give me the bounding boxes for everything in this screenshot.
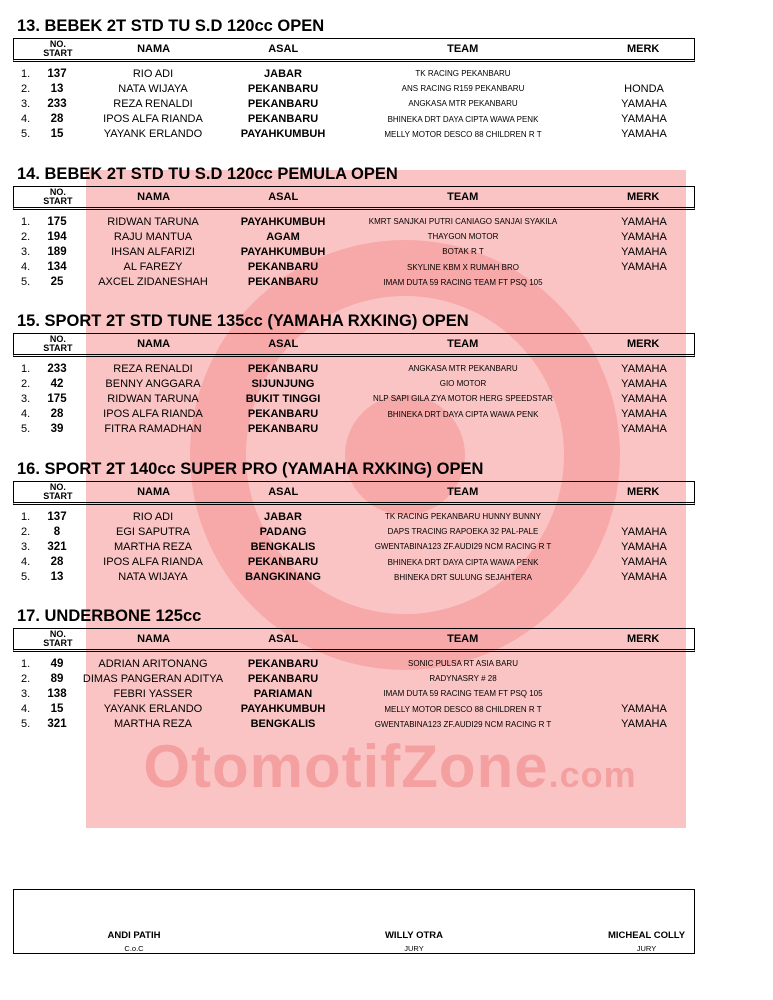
position: 1. (21, 657, 31, 670)
position: 4. (21, 408, 31, 421)
position: 5. (21, 718, 31, 731)
rider-name: DIMAS PANGERAN ADITYA (82, 672, 224, 685)
start-number: 42 (50, 377, 64, 390)
team-name: BHINEKA DRT SULUNG SEJAHTERA (394, 572, 532, 582)
result-rows (13, 66, 695, 142)
header-asal: ASAL (268, 43, 299, 55)
rider-origin: SIJUNJUNG (251, 377, 315, 390)
table-row (13, 275, 695, 290)
result-rows (13, 509, 695, 585)
header-nama: NAMA (137, 633, 171, 645)
start-number: 175 (47, 392, 67, 405)
result-rows (13, 361, 695, 437)
rider-origin: BENGKALIS (250, 540, 316, 553)
rider-origin: JABAR (264, 510, 302, 523)
start-number: 13 (50, 571, 64, 584)
rider-name: ADRIAN ARITONANG (98, 657, 208, 670)
rider-name: FITRA RAMADHAN (104, 423, 202, 436)
race-section (13, 162, 695, 290)
signature-jury-1 (364, 930, 464, 953)
table-header (13, 38, 695, 62)
start-number: 15 (50, 703, 64, 716)
start-number: 8 (53, 525, 61, 538)
rider-name: AXCEL ZIDANESHAH (98, 276, 208, 289)
start-number: 39 (50, 423, 64, 436)
table-row (13, 539, 695, 554)
header-merk: MERK (626, 633, 660, 645)
rider-name: MARTHA REZA (113, 718, 193, 731)
team-name: MELLY MOTOR DESCO 88 CHILDREN R T (384, 704, 542, 714)
rider-name: RIDWAN TARUNA (107, 215, 199, 228)
start-number: 49 (50, 657, 64, 670)
section-title: 15. SPORT 2T STD TUNE 135cc (YAMAHA RXKING) OPEN (17, 312, 469, 330)
table-row (13, 686, 695, 701)
table-row (13, 391, 695, 406)
section-title: 16. SPORT 2T 140cc SUPER PRO (YAMAHA RXKING) OPEN (17, 460, 484, 478)
rider-origin: AGAM (266, 230, 300, 243)
watermark-text: OtomotifZone.com (143, 733, 637, 800)
rider-name: NATA WIJAYA (118, 571, 188, 584)
section-title: 14. BEBEK 2T STD TU S.D 120cc PEMULA OPEN (17, 165, 398, 183)
table-row (13, 260, 695, 275)
brand: YAMAHA (621, 261, 667, 274)
header-merk: MERK (626, 191, 660, 203)
brand: YAMAHA (621, 97, 667, 110)
position: 1. (21, 215, 31, 228)
start-number: 89 (50, 672, 64, 685)
header-team: TEAM (447, 633, 479, 645)
rider-name: IPOS ALFA RIANDA (103, 113, 203, 126)
team-name: ANGKASA MTR PEKANBARU (408, 99, 518, 109)
brand: YAMAHA (621, 571, 667, 584)
header-team: TEAM (447, 338, 479, 350)
header-team: TEAM (447, 43, 479, 55)
rider-origin: PEKANBARU (247, 82, 319, 95)
team-name: IMAM DUTA 59 RACING TEAM FT PSQ 105 (383, 689, 543, 699)
header-asal: ASAL (268, 191, 299, 203)
position: 2. (21, 377, 31, 390)
header-no-start: NO. START (43, 187, 73, 206)
brand: YAMAHA (621, 540, 667, 553)
header-asal: ASAL (268, 633, 299, 645)
rider-name: RIDWAN TARUNA (107, 392, 199, 405)
rider-origin: BUKIT TINGGI (245, 392, 321, 405)
result-rows (13, 214, 695, 290)
brand: YAMAHA (621, 230, 667, 243)
header-merk: MERK (626, 338, 660, 350)
rider-origin: PEKANBARU (247, 261, 319, 274)
table-row (13, 555, 695, 570)
start-number: 13 (50, 82, 64, 95)
rider-origin: PEKANBARU (247, 362, 319, 375)
rider-origin: PEKANBARU (247, 276, 319, 289)
brand: YAMAHA (621, 556, 667, 569)
team-name: ANGKASA MTR PEKANBARU (408, 364, 518, 374)
position: 3. (21, 245, 31, 258)
header-no-start: NO. START (43, 334, 73, 353)
position: 3. (21, 687, 31, 700)
position: 3. (21, 97, 31, 110)
team-name: IMAM DUTA 59 RACING TEAM FT PSQ 105 (383, 277, 543, 287)
rider-origin: PADANG (259, 525, 307, 538)
table-header (13, 481, 695, 505)
table-row (13, 376, 695, 391)
team-name: TK RACING PEKANBARU (415, 69, 511, 79)
header-asal: ASAL (268, 338, 299, 350)
team-name: NLP SAPI GILA ZYA MOTOR HERG SPEEDSTAR (373, 394, 553, 404)
table-row (13, 656, 695, 671)
start-number: 189 (47, 245, 67, 258)
signature-coc (84, 930, 184, 953)
header-no-start: NO. START (43, 482, 73, 501)
race-section (13, 309, 695, 437)
team-name: GWENTABINA123 ZF.AUDI29 NCM RACING R T (374, 542, 552, 552)
rider-origin: PAYAHKUMBUH (240, 703, 326, 716)
header-no-start: NO. START (43, 629, 73, 648)
table-row (13, 509, 695, 524)
table-row (13, 361, 695, 376)
header-asal: ASAL (268, 486, 299, 498)
race-section (13, 604, 695, 732)
table-row (13, 127, 695, 142)
brand: YAMAHA (621, 525, 667, 538)
brand: YAMAHA (621, 408, 667, 421)
rider-origin: BENGKALIS (250, 718, 316, 731)
brand: YAMAHA (621, 245, 667, 258)
table-row (13, 96, 695, 111)
brand: YAMAHA (621, 113, 667, 126)
signature-box (13, 889, 695, 954)
rider-name: AL FAREZY (123, 261, 183, 274)
rider-origin: PEKANBARU (247, 672, 319, 685)
position: 5. (21, 571, 31, 584)
rider-name: IPOS ALFA RIANDA (103, 408, 203, 421)
rider-name: RAJU MANTUA (113, 230, 193, 243)
rider-name: FEBRI YASSER (113, 687, 193, 700)
start-number: 194 (47, 230, 67, 243)
signatory-role: JURY (404, 944, 424, 953)
position: 2. (21, 672, 31, 685)
rider-origin: PEKANBARU (247, 408, 319, 421)
header-team: TEAM (447, 191, 479, 203)
rider-origin: PAYAHKUMBUH (240, 128, 326, 141)
start-number: 134 (47, 261, 67, 274)
header-team: TEAM (447, 486, 479, 498)
position: 2. (21, 525, 31, 538)
brand: YAMAHA (621, 392, 667, 405)
rider-name: NATA WIJAYA (118, 82, 188, 95)
team-name: MELLY MOTOR DESCO 88 CHILDREN R T (384, 129, 542, 139)
header-nama: NAMA (137, 43, 171, 55)
team-name: ANS RACING R159 PEKANBARU (401, 84, 525, 94)
rider-origin: JABAR (264, 67, 302, 80)
race-section (13, 457, 695, 585)
brand: YAMAHA (621, 215, 667, 228)
rider-origin: PAYAHKUMBUH (240, 245, 326, 258)
signatory-role: C.o.C (124, 944, 144, 953)
table-row (13, 407, 695, 422)
team-name: DAPS TRACING RAPOEKA 32 PAL-PALE (387, 527, 539, 537)
signatory-role: JURY (636, 944, 657, 953)
start-number: 28 (50, 556, 64, 569)
table-header (13, 628, 695, 652)
rider-origin: PEKANBARU (247, 423, 319, 436)
start-number: 175 (47, 215, 67, 228)
rider-name: EGI SAPUTRA (116, 525, 190, 538)
table-row (13, 524, 695, 539)
position: 4. (21, 703, 31, 716)
position: 1. (21, 67, 31, 80)
start-number: 138 (47, 687, 67, 700)
race-section (13, 14, 695, 142)
team-name: THAYGON MOTOR (427, 232, 499, 242)
brand: YAMAHA (621, 128, 667, 141)
table-row (13, 244, 695, 259)
brand: YAMAHA (621, 362, 667, 375)
section-title: 17. UNDERBONE 125cc (17, 607, 202, 625)
signatory-name: MICHEAL COLLY (607, 930, 686, 941)
team-name: GWENTABINA123 ZF.AUDI29 NCM RACING R T (374, 719, 552, 729)
brand: HONDA (624, 82, 664, 95)
team-name: GIO MOTOR (439, 379, 487, 389)
team-name: BHINEKA DRT DAYA CIPTA WAWA PENK (387, 114, 539, 124)
rider-name: YAYANK ERLANDO (103, 703, 203, 716)
position: 4. (21, 261, 31, 274)
rider-origin: PARIAMAN (253, 687, 313, 700)
position: 2. (21, 230, 31, 243)
table-row (13, 229, 695, 244)
header-nama: NAMA (137, 191, 171, 203)
start-number: 321 (47, 718, 67, 731)
start-number: 233 (47, 362, 67, 375)
position: 5. (21, 276, 31, 289)
position: 4. (21, 556, 31, 569)
team-name: RADYNASRY # 28 (429, 674, 497, 684)
start-number: 137 (47, 67, 67, 80)
table-row (13, 422, 695, 437)
start-number: 28 (50, 408, 64, 421)
table-header (13, 186, 695, 210)
table-row (13, 702, 695, 717)
start-number: 15 (50, 128, 64, 141)
rider-name: BENNY ANGGARA (105, 377, 201, 390)
team-name: KMRT SANJKAI PUTRI CANIAGO SANJAI SYAKILA (368, 217, 558, 227)
rider-origin: PEKANBARU (247, 97, 319, 110)
start-number: 25 (50, 276, 64, 289)
rider-origin: PAYAHKUMBUH (240, 215, 326, 228)
header-nama: NAMA (137, 486, 171, 498)
rider-origin: PEKANBARU (247, 556, 319, 569)
team-name: BOTAK R T (442, 247, 484, 257)
start-number: 28 (50, 113, 64, 126)
table-row (13, 112, 695, 127)
team-name: SONIC PULSA RT ASIA BARU (408, 659, 518, 669)
rider-name: YAYANK ERLANDO (103, 128, 203, 141)
table-row (13, 81, 695, 96)
position: 2. (21, 82, 31, 95)
position: 1. (21, 510, 31, 523)
start-number: 233 (47, 97, 67, 110)
table-row (13, 671, 695, 686)
table-row (13, 717, 695, 732)
rider-name: REZA RENALDI (113, 362, 193, 375)
brand: YAMAHA (621, 423, 667, 436)
header-merk: MERK (626, 43, 660, 55)
rider-name: MARTHA REZA (113, 540, 193, 553)
signatory-name: WILLY OTRA (384, 930, 444, 941)
section-title: 13. BEBEK 2T STD TU S.D 120cc OPEN (17, 17, 325, 35)
header-merk: MERK (626, 486, 660, 498)
table-row (13, 570, 695, 585)
team-name: BHINEKA DRT DAYA CIPTA WAWA PENK (387, 409, 539, 419)
position: 1. (21, 362, 31, 375)
team-name: BHINEKA DRT DAYA CIPTA WAWA PENK (387, 557, 539, 567)
signatory-name: ANDI PATIH (107, 930, 161, 941)
result-rows (13, 656, 695, 732)
signature-jury-2 (594, 930, 699, 953)
brand: YAMAHA (621, 703, 667, 716)
rider-origin: BANGKINANG (245, 571, 321, 584)
start-number: 137 (47, 510, 67, 523)
rider-name: REZA RENALDI (113, 97, 193, 110)
table-row (13, 66, 695, 81)
rider-name: RIO ADI (132, 67, 174, 80)
header-no-start: NO. START (43, 39, 73, 58)
team-name: TK RACING PEKANBARU HUNNY BUNNY (385, 512, 541, 522)
header-nama: NAMA (137, 338, 171, 350)
rider-origin: PEKANBARU (247, 657, 319, 670)
rider-origin: PEKANBARU (247, 113, 319, 126)
rider-name: RIO ADI (132, 510, 174, 523)
brand: YAMAHA (621, 377, 667, 390)
table-header (13, 333, 695, 357)
position: 3. (21, 392, 31, 405)
table-row (13, 214, 695, 229)
start-number: 321 (47, 540, 67, 553)
brand: YAMAHA (621, 718, 667, 731)
position: 3. (21, 540, 31, 553)
rider-name: IPOS ALFA RIANDA (103, 556, 203, 569)
position: 5. (21, 128, 31, 141)
team-name: SKYLINE KBM X RUMAH BRO (406, 262, 520, 272)
position: 5. (21, 423, 31, 436)
rider-name: IHSAN ALFARIZI (111, 245, 195, 258)
position: 4. (21, 113, 31, 126)
